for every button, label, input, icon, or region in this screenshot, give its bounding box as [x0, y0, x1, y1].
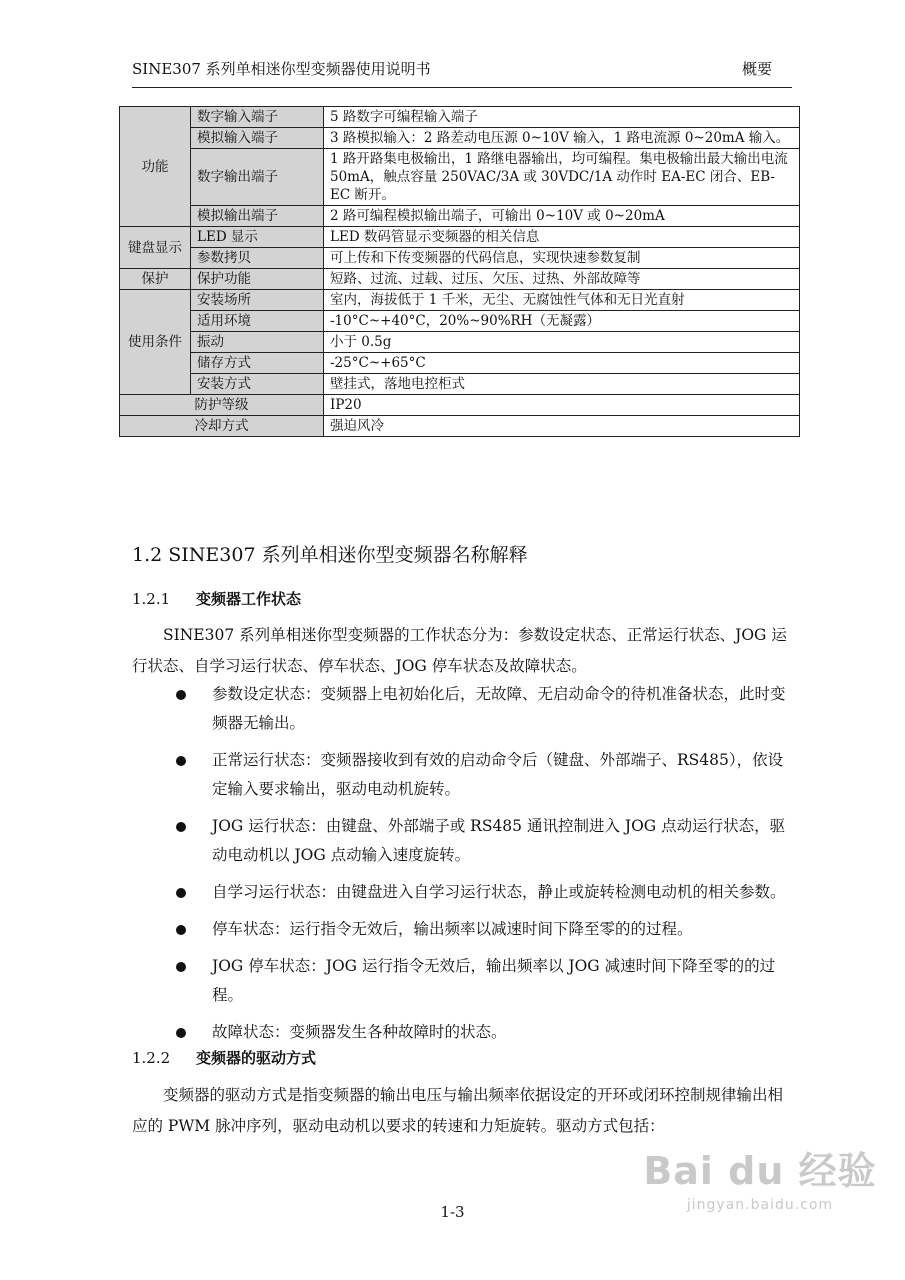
spec-desc: 强迫风冷: [324, 416, 800, 437]
spec-row: [120, 206, 800, 227]
watermark-url: jingyan.baidu.com: [686, 1197, 834, 1213]
spec-row: [120, 353, 800, 374]
spec-row: [120, 395, 800, 416]
list-item-text: JOG 运行状态：由键盘、外部端子或 RS485 通讯控制进入 JOG 点动运行状态，驱动电动机以 JOG 点动输入速度旋转。: [212, 817, 786, 864]
list-item: [132, 878, 792, 907]
chapter-title: 概要: [741, 60, 772, 78]
spec-category: 键盘显示: [120, 227, 191, 269]
list-item-text: 停车状态：运行指令无效后，输出频率以减速时间下降至零的的过程。: [212, 920, 693, 938]
bullet-dot-icon: [176, 962, 186, 972]
spec-row: [120, 248, 800, 269]
spec-item: 安装方式: [191, 374, 324, 395]
spec-desc: 1 路开路集电极输出，1 路继电器输出，均可编程。集电极输出最大输出电流 50mA，触点容量 250VAC/3A 或 30VDC/1A 动作时 EA-EC 闭合、EB-EC 断开。: [324, 149, 800, 206]
document-title: SINE307 系列单相迷你型变频器使用说明书: [132, 60, 431, 78]
spec-item: 储存方式: [191, 353, 324, 374]
spec-category: 保护: [120, 269, 191, 290]
bullet-dot-icon: [176, 888, 186, 898]
spec-desc: IP20: [324, 395, 800, 416]
list-item: [132, 1018, 792, 1047]
list-item: [132, 812, 792, 870]
spec-item: 振动: [191, 332, 324, 353]
subsection-text: 变频器的驱动方式: [196, 1049, 317, 1067]
watermark-logo: [640, 1140, 880, 1213]
spec-desc: 短路、过流、过载、过压、欠压、过热、外部故障等: [324, 269, 800, 290]
spec-desc: 5 路数字可编程输入端子: [324, 107, 800, 128]
spec-row: [120, 311, 800, 332]
spec-category: 功能: [120, 107, 191, 227]
section-title: 1.2 SINE307 系列单相迷你型变频器名称解释: [132, 544, 528, 566]
spec-row: [120, 227, 800, 248]
watermark-brand: Bai du 经验: [643, 1149, 877, 1193]
spec-desc: LED 数码管显示变频器的相关信息: [324, 227, 800, 248]
state-list: [132, 680, 792, 1055]
spec-row: [120, 332, 800, 353]
bullet-dot-icon: [176, 925, 186, 935]
spec-item: 数字输入端子: [191, 107, 324, 128]
spec-row: [120, 149, 800, 206]
page-header: [132, 58, 792, 88]
spec-item: 模拟输出端子: [191, 206, 324, 227]
list-item: [132, 746, 792, 804]
spec-item: 参数拷贝: [191, 248, 324, 269]
spec-desc: 壁挂式，落地电控柜式: [324, 374, 800, 395]
list-item-text: 故障状态：变频器发生各种故障时的状态。: [212, 1023, 507, 1041]
spec-item: 数字输出端子: [191, 149, 324, 206]
spec-item: 冷却方式: [120, 416, 324, 437]
spec-desc: 2 路可编程模拟输出端子，可输出 0~10V 或 0~20mA: [324, 206, 800, 227]
spec-row: [120, 290, 800, 311]
subsection-title-2: [132, 1047, 316, 1068]
list-item-text: 正常运行状态：变频器接收到有效的启动命令后（键盘、外部端子、RS485），依设定输入要求输出，驱动电动机旋转。: [212, 751, 784, 798]
subsection-number: 1.2.1: [132, 590, 171, 608]
subsection-number: 1.2.2: [132, 1049, 171, 1067]
spec-item: LED 显示: [191, 227, 324, 248]
paragraph-states-intro: SINE307 系列单相迷你型变频器的工作状态分为：参数设定状态、正常运行状态、JOG 运行状态、自学习运行状态、停车状态、JOG 停车状态及故障状态。: [132, 626, 787, 675]
list-item-text: 参数设定状态：变频器上电初始化后，无故障、无启动命令的待机准备状态，此时变频器无输出。: [212, 685, 786, 732]
spec-desc: 室内，海拔低于 1 千米，无尘、无腐蚀性气体和无日光直射: [324, 290, 800, 311]
subsection-text: 变频器工作状态: [196, 590, 302, 608]
spec-row: [120, 128, 800, 149]
spec-item: 保护功能: [191, 269, 324, 290]
spec-desc: 小于 0.5g: [324, 332, 800, 353]
bullet-dot-icon: [176, 690, 186, 700]
spec-item: 适用环境: [191, 311, 324, 332]
spec-item: 安装场所: [191, 290, 324, 311]
spec-row: [120, 107, 800, 128]
spec-desc: -25°C~+65°C: [324, 353, 800, 374]
bullet-dot-icon: [176, 1028, 186, 1038]
spec-table: [119, 106, 800, 437]
list-item: [132, 915, 792, 944]
list-item: [132, 680, 792, 738]
list-item-text: 自学习运行状态：由键盘进入自学习运行状态，静止或旋转检测电动机的相关参数。: [212, 883, 786, 901]
subsection-title-1: [132, 588, 301, 609]
paragraph-drive-intro: 变频器的驱动方式是指变频器的输出电压与输出频率依据设定的开环或闭环控制规律输出相应的 PWM 脉冲序列，驱动电动机以要求的转速和力矩旋转。驱动方式包括：: [132, 1086, 784, 1135]
spec-desc: -10°C~+40°C，20%~90%RH（无凝露）: [324, 311, 800, 332]
spec-row: [120, 416, 800, 437]
list-item: [132, 952, 792, 1010]
bullet-dot-icon: [176, 756, 186, 766]
spec-desc: 3 路模拟输入：2 路差动电压源 0~10V 输入，1 路电流源 0~20mA 输入。: [324, 128, 800, 149]
spec-item: 防护等级: [120, 395, 324, 416]
list-item-text: JOG 停车状态：JOG 运行指令无效后，输出频率以 JOG 减速时间下降至零的的过程。: [212, 957, 776, 1004]
spec-row: [120, 374, 800, 395]
spec-category: 使用条件: [120, 290, 191, 395]
bullet-dot-icon: [176, 822, 186, 832]
spec-item: 模拟输入端子: [191, 128, 324, 149]
page-number: 1-3: [440, 1203, 465, 1221]
spec-row: [120, 269, 800, 290]
spec-desc: 可上传和下传变频器的代码信息，实现快速参数复制: [324, 248, 800, 269]
